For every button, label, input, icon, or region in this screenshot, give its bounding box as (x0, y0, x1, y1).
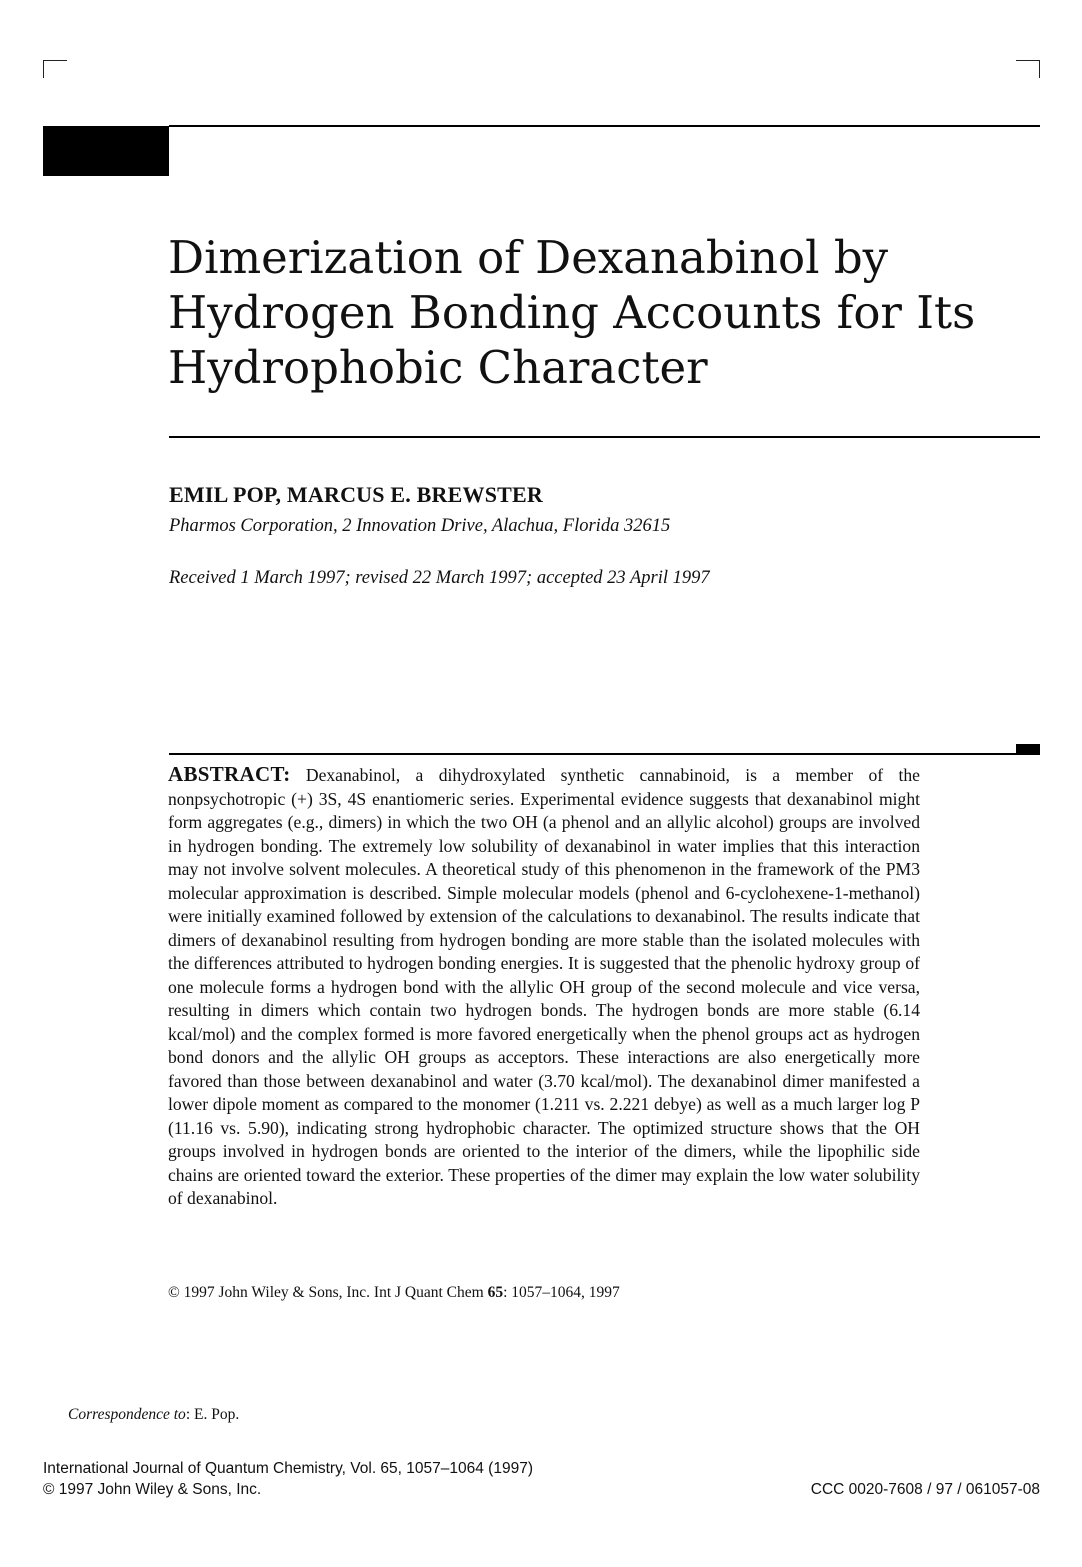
crop-mark-top-left-h (43, 60, 67, 61)
copyright-volume: 65 (487, 1284, 504, 1301)
affiliation: Pharmos Corporation, 2 Innovation Drive, Alachua, Florida 32615 (169, 516, 671, 536)
correspondence-value: : E. Pop. (185, 1406, 240, 1423)
correspondence-note (68, 1406, 239, 1424)
copyright-suffix: : 1057–1064, 1997 (503, 1284, 620, 1301)
title-rule (169, 436, 1040, 438)
correspondence-label: Correspondence to (68, 1406, 186, 1423)
crop-mark-top-right-v (1039, 60, 1040, 78)
abstract-heading: ABSTRACT: (168, 762, 291, 786)
abstract-rule (169, 753, 1040, 755)
crop-mark-top-left-v (43, 60, 44, 78)
abstract (168, 763, 920, 1211)
crop-mark-top-right-h (1016, 60, 1040, 61)
copyright-prefix: © 1997 John Wiley & Sons, Inc. Int J Quant Chem (168, 1284, 488, 1301)
ccc-code: CCC 0020-7608 / 97 / 061057-08 (810, 1481, 1040, 1498)
header-black-block (43, 126, 169, 176)
top-rule (169, 125, 1040, 127)
journal-citation: International Journal of Quantum Chemistry, Vol. 65, 1057–1064 (1997) (43, 1460, 533, 1477)
authors: EMIL POP, MARCUS E. BREWSTER (169, 482, 543, 507)
article-title (168, 230, 1028, 395)
title-line: Dimerization of Dexanabinol by (168, 231, 889, 284)
received-dates: Received 1 March 1997; revised 22 March 1997; accepted 23 April 1997 (169, 568, 710, 588)
title-line: Hydrogen Bonding Accounts for Its (168, 286, 976, 339)
abstract-marker-square (1016, 744, 1040, 754)
publisher-copyright: © 1997 John Wiley & Sons, Inc. (43, 1481, 262, 1498)
title-line: Hydrophobic Character (168, 341, 708, 394)
abstract-copyright (168, 1284, 620, 1302)
abstract-body: Dexanabinol, a dihydroxylated synthetic cannabinoid, is a member of the nonpsychotropic (+) 3S, 4S enantiomeric series. Experimental evidence suggests that dexanabinol might form aggregates (e.g., dimers) in which the two OH (a phenol and an allylic alcohol) groups are involved in hydrogen bonding. The extremely low solubility of dexanabinol in water implies that this interaction may not involve solvent molecules. A theoretical study of this phenomenon in the framework of the PM3 molecular approximation is described. Simple molecular models (phenol and 6-cyclohexene-1-methanol) were initially examined followed by extension of the calculations to dexanabinol. The results indicate that dimers of dexanabinol resulting from hydrogen bonding are more stable than the isolated molecules with the differences attributed to hydrogen bonding energies. It is suggested that the phenolic hydroxy group of one molecule forms a hydrogen bond with the allylic OH group of the second molecule and vice versa, resulting in dimers which contain two hydrogen bonds. The hydrogen bonds are more stable (6.14 kcal/mol) and the complex formed is more favored energetically when the phenol groups act as hydrogen bond donors and the allylic OH groups as acceptors. These interactions are also energetically more favored than those between dexanabinol and water (3.70 kcal/mol). The dexanabinol dimer manifested a lower dipole moment as compared to the monomer (1.211 vs. 2.221 debye) as well as a much larger log P (11.16 vs. 5.90), indicating strong hydrophobic character. The optimized structure shows that the OH groups involved in hydrogen bonds are oriented to the interior of the dimers, while the lipophilic side chains are oriented toward the exterior. These properties of the dimer may explain the low water solubility of dexanabinol. (168, 765, 920, 1208)
